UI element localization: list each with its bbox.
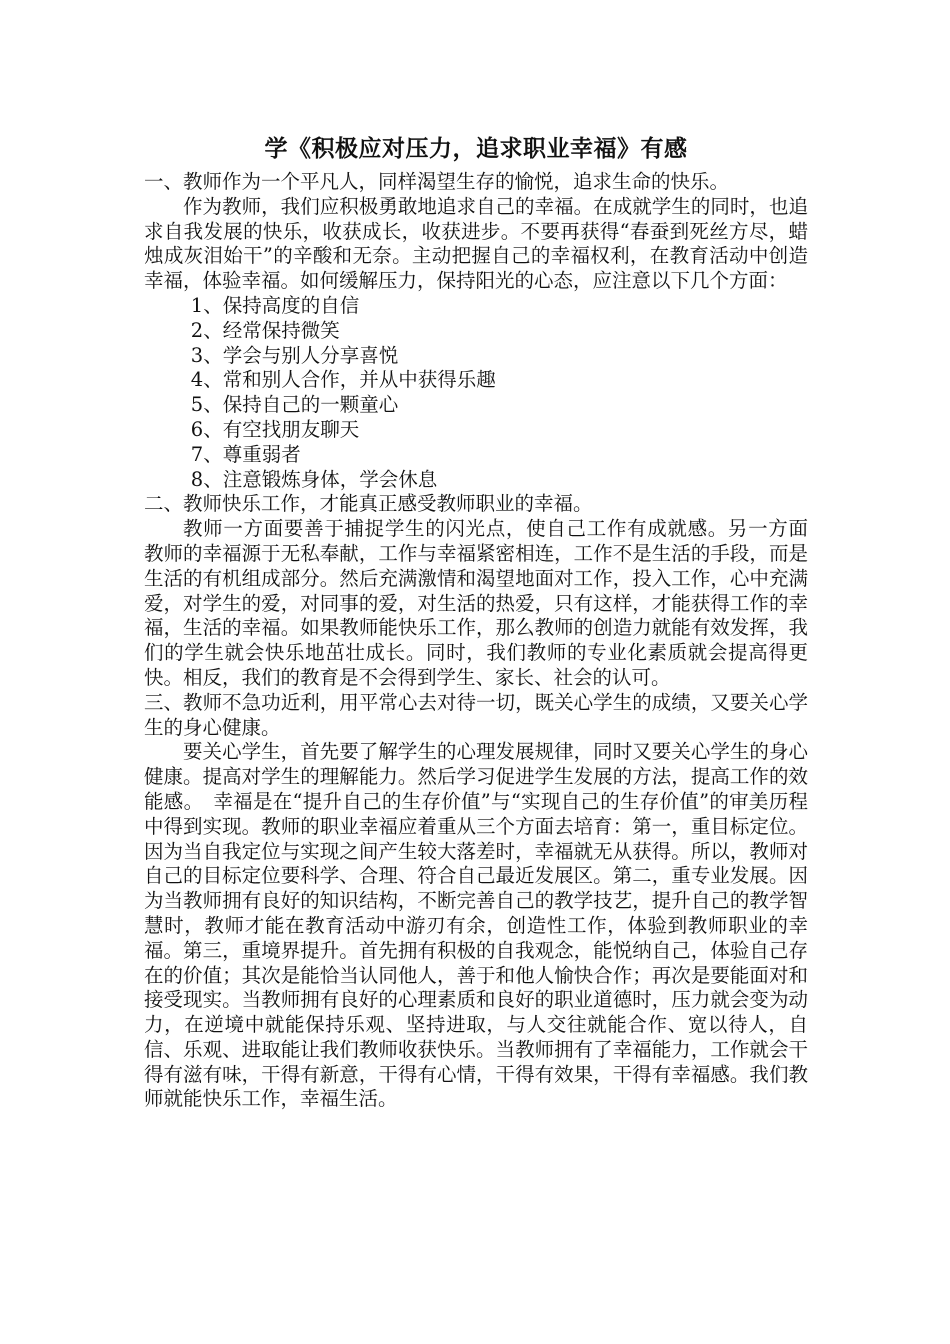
section-2-heading: 二、教师快乐工作，才能真正感受教师职业的幸福。 <box>144 492 593 516</box>
section-2-paragraph: 教师一方面要善于捕捉学生的闪光点，使自己工作有成就感。另一方面 教师的幸福源于无私奉献，工作与幸福紧密相连，工作不是生活的手段，而是生活的有机组成部分。然后充满激情和渴望地面对工作，投入工作，心中充满爱，对学生的爱，对同事的爱，对生活的热爱，只有这样，才能获得工作的幸福，生活的幸福。如果教师能快乐工作，那么教师的创造力就能有效发挥，我们的学生就会快乐地茁壮成长。同时，我们教师的专业化素质就会提高得更快。相反，我们的教育是不会得到学生、家长、社会的认可。 <box>144 517 828 689</box>
section-3-paragraph: 要关心学生，首先要了解学生的心理发展规律，同时又要关心学生的身心健康。提高对学生的理解能力。然后学习促进学生发展的方法，提高工作的效能感。 幸福是在“提升自己的生存价值”与“实现自己的生存价值”的审美历程中得到实现。教师的职业幸福应着重从三个方面去培育：第一，重目标定位。因为当自我定位与实现之间产生较大落差时，幸福就无从获得。所以，教师对自己的目标定位要科学、合理、符合自己最近发展区。第二，重专业发展。因为当教师拥有良好的知识结构，不断完善自己的教学技艺，提升自己的教学智慧时，教师才能在教育活动中游刃有余，创造性工作，体验到教师职业的幸福。第三，重境界提升。首先拥有积极的自我观念，能悦纳自己，体验自己存在的价值；其次是能恰当认同他人，善于和他人愉快合作；再次是要能面对和接受现实。当教师拥有良好的心理素质和良好的职业道德时，压力就会变为动力，在逆境中就能保持乐观、坚持进取，与人交往就能合作、宽以待人，自信、乐观、进取能让我们教师收获快乐。当教师拥有了幸福能力，工作就会干得有滋有味，干得有新意，干得有心情，干得有效果，干得有幸福感。我们教师就能快乐工作，幸福生活。 <box>144 740 808 1111</box>
section-1-paragraph: 作为教师，我们应积极勇敢地追求自己的幸福。在成就学生的同时，也追求自我发展的快乐，收获成长，收获进步。不要再获得“春蚕到死丝方尽，蜡烛成灰泪始干”的辛酸和无奈。主动把握自己的幸福权利，在教育活动中创造幸福，体验幸福。如何缓解压力，保持阳光的心态，应注意以下几个方面： <box>144 194 808 293</box>
section-1 <box>144 170 808 492</box>
list-item: 7、尊重弱者 <box>190 442 301 466</box>
list-item: 8、注意锻炼身体，学会休息 <box>190 467 438 491</box>
list-item: 6、有空找朋友聊天 <box>190 417 360 441</box>
list-item: 4、常和别人合作，并从中获得乐趣 <box>190 368 496 392</box>
document-title: 学《积极应对压力，追求职业幸福》有感 <box>264 135 688 162</box>
section-3-heading: 三、教师不急功近利，用平常心去对待一切，既关心学生的成绩，又要关心学生的身心健康。 <box>144 690 808 739</box>
section-1-heading: 一、教师作为一个平凡人，同样渴望生存的愉悦，追求生命的快乐。 <box>144 170 730 193</box>
document-page <box>144 132 828 1112</box>
section-2 <box>144 492 828 690</box>
list-item: 5、保持自己的一颗童心 <box>190 393 399 417</box>
list-item: 3、学会与别人分享喜悦 <box>190 343 399 367</box>
section-3 <box>144 691 808 1113</box>
list-item: 2、经常保持微笑 <box>190 318 340 342</box>
list-item: 1、保持高度的自信 <box>190 293 360 317</box>
